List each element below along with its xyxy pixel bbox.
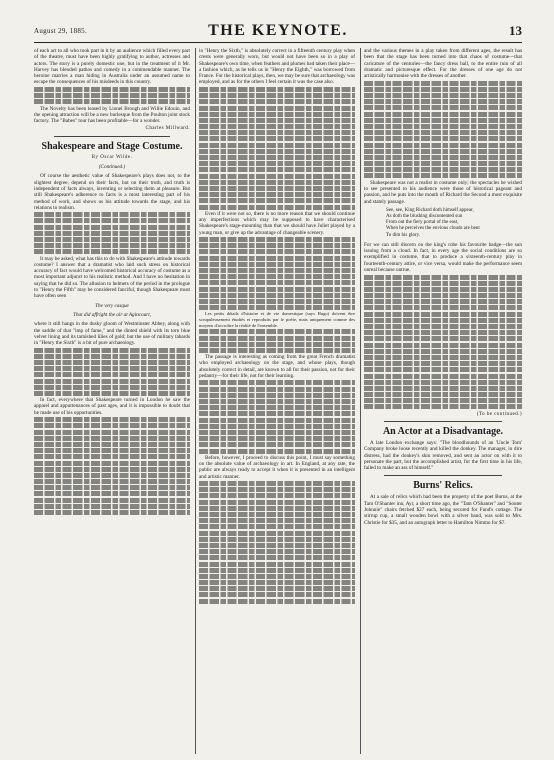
page-number: 13 (509, 23, 522, 38)
paragraph: where it still hangs in the dusky gloom of Westminster Abbey, along with the saddle of that "imp of fame," and the dinted shield with its torn blue velvet lining and its tarnished lilies of gold; but the use of military tabards in "Henry the Sixth" is a bit of pure archaeology. (34, 321, 190, 347)
paragraph: Before, however, I proceed to discuss this point, I must say something on the absolute value of archaeology in art. In England, at any rate, the public are always ready to accept it when it is presented in an intelligent and artistic manner. (199, 454, 355, 480)
continued-label: (Continued.) (98, 164, 126, 171)
byline: By Oscar Wilde. (91, 154, 133, 160)
column-3 (364, 48, 522, 754)
paragraph: The passage is interesting as coming from the great French dramatist who employed archaeology on the stage, and whose plays, though absolutely correct in detail, are known to all for their passion, not for their pedantry—for their life, not for their learning. (199, 354, 355, 379)
section-divider (54, 136, 170, 137)
paragraph: At a sale of relics which had been the property of the poet Burns, at the Tam O'Shanter inn, Ayr, a short time ago, the "Tam O'Shanter" and "Souter Johnnie" chairs fetched $27 each, being secured for Fund's cottage. The stirrup cup, a small wooden bowl with a silver band, was sold to Mrs. Christie for $35, and an autograph letter to Hamilton Nimmo for $7. (364, 494, 522, 526)
column-1 (34, 48, 190, 754)
paragraph: Even if it were not so, there is no more reason that we should continue any imperfections which may be supposed to have characterised Shakespeare's stage-mounting than that we should have Juliet played by a young man, or give up the advantage of changeable scenery. (199, 210, 355, 236)
masthead (34, 22, 522, 43)
column-2 (199, 48, 355, 754)
verse-line: See, see, King Richard doth himself appear, (386, 207, 474, 213)
continued-note: (To be continued.) (476, 410, 522, 417)
article-heading: An Actor at a Disadvantage. (382, 425, 504, 437)
paragraph: of each act to all who took part in it by an audience which filled every part of the theatre, must have been highly gratifying to author, actresses and actors. The story is a purely domestic one, but in the treatment of it Mr. Harvey has blended pathos and comedy in a commendable manner. The heroine marries a man hiding in Australia under an assumed name to escape the consequences of his misdeeds in this country. (34, 48, 190, 86)
column-divider (195, 48, 196, 754)
quoted-passage: Les petits détails d'histoire et de vie domestique (says Hugo) doivent être scrupuleusement étudiés et reproduits par le poète, mais uniquement comme des moyens d'accroître la réalité de l'ensemble. (199, 311, 355, 328)
section-divider (384, 475, 502, 476)
quote-line: The very casque (95, 302, 129, 309)
quote-line: That did affright the air at Agincourt, (73, 311, 151, 318)
verse-line: As doth the blushing discontented sun (386, 214, 463, 220)
article-heading: Shakespeare and Stage Costume. (41, 140, 183, 152)
paragraph: and the various themes in a play taken from different ages, the result has been that the stage has been turned into that chaos of costume—that caricature of the centuries—the fancy dress ball, to the entire ruin of all dramatic and picturesque effect. For the dresses of one age do not artistically harmonise with the dresses of another. (364, 48, 522, 80)
verse-block (386, 208, 522, 239)
author-signature: Charles Millward. (145, 125, 190, 132)
paragraph: In fact, everywhere that Shakespeare turned in London he saw the apparel and appurtenances of past ages, and it is impossible to doubt that he made use of his opportunities. (34, 397, 190, 416)
paragraph: in "Henry the Sixth," is absolutely correct in a fifteenth century play when crests were generally worn, but would not have been so in a play of Shakespeare's own time, when feathers and plumes had taken their place—a fashion which, as he tells us in "Henry the Eighth," was borrowed from France. For the historical plays, then, we may be sure that archaeology was employed, and as for the others I feel certain it was the case also. (199, 48, 355, 86)
verse-line: To dim his glory. (386, 232, 421, 238)
verse-line: When he perceives the envious clouds are bent (386, 226, 480, 232)
publication-title: THE KEYNOTE. (208, 22, 348, 39)
column-divider (360, 48, 361, 754)
paragraph: For we can still discern on the king's robe his favourite badge—the sun issuing from a cloud. In fact, in every age the social conditions are so exemplified in costume, that to produce a sixteenth-century play in fourteenth-century attire, or vice versa, would make the performance seem unreal because untrue. (364, 241, 522, 274)
issue-date: August 29, 1885. (34, 27, 88, 35)
paragraph: Shakespeare was not a realist in costume only; the spectacles he wished to see presented to his audience were those of historical pageant and passion, and he puts into the mouth of Richard the Second a most exquisite and stately passage. (364, 179, 522, 205)
paragraph: Of course the aesthetic value of Shakespeare's plays does not, to the slightest degree, depend on their facts, but on their truth, and truth is independent of facts always, inventing or selecting them at pleasure. But still Shakespeare's adherence to facts is a most interesting part of his method of work, and shows us his attitude towards the stage, and his relations to realism. (34, 173, 190, 211)
paragraph: A late London exchange says: "The bloodhounds of an 'Uncle Tom' Company broke loose recently and killed the donkey. The manager, in dire distress, had the donkey's skin removed, and sent an actor on with it to personate the part, but the accomplished artist, for the first time in his life, failed to make an ass of himself." (364, 439, 522, 472)
paragraph: It may be asked, what has this to do with Shakespeare's attitude towards costume? I answer that a dramatist who laid such stress on historical accuracy of fact would have welcomed historical accuracy of costume as a most important adjunct to his realistic method. And I have no hesitation in saying that he did so. The allusion to helmets of the period in the prologue to "Henry the Fifth" may be considered fanciful, though Shakespeare must have often seen (34, 255, 190, 300)
verse-line: From out the fiery portal of the east, (386, 220, 459, 226)
section-divider (384, 421, 502, 422)
paragraph: The Novelty has been leased by Lionel Brough and Willie Edouin, and the opening attraction will be a new burlesque from the Poulton joint stock factory. The "Babes" tour has been profitable—for a wonder. (34, 105, 190, 125)
article-heading: Burns' Relics. (413, 480, 473, 492)
